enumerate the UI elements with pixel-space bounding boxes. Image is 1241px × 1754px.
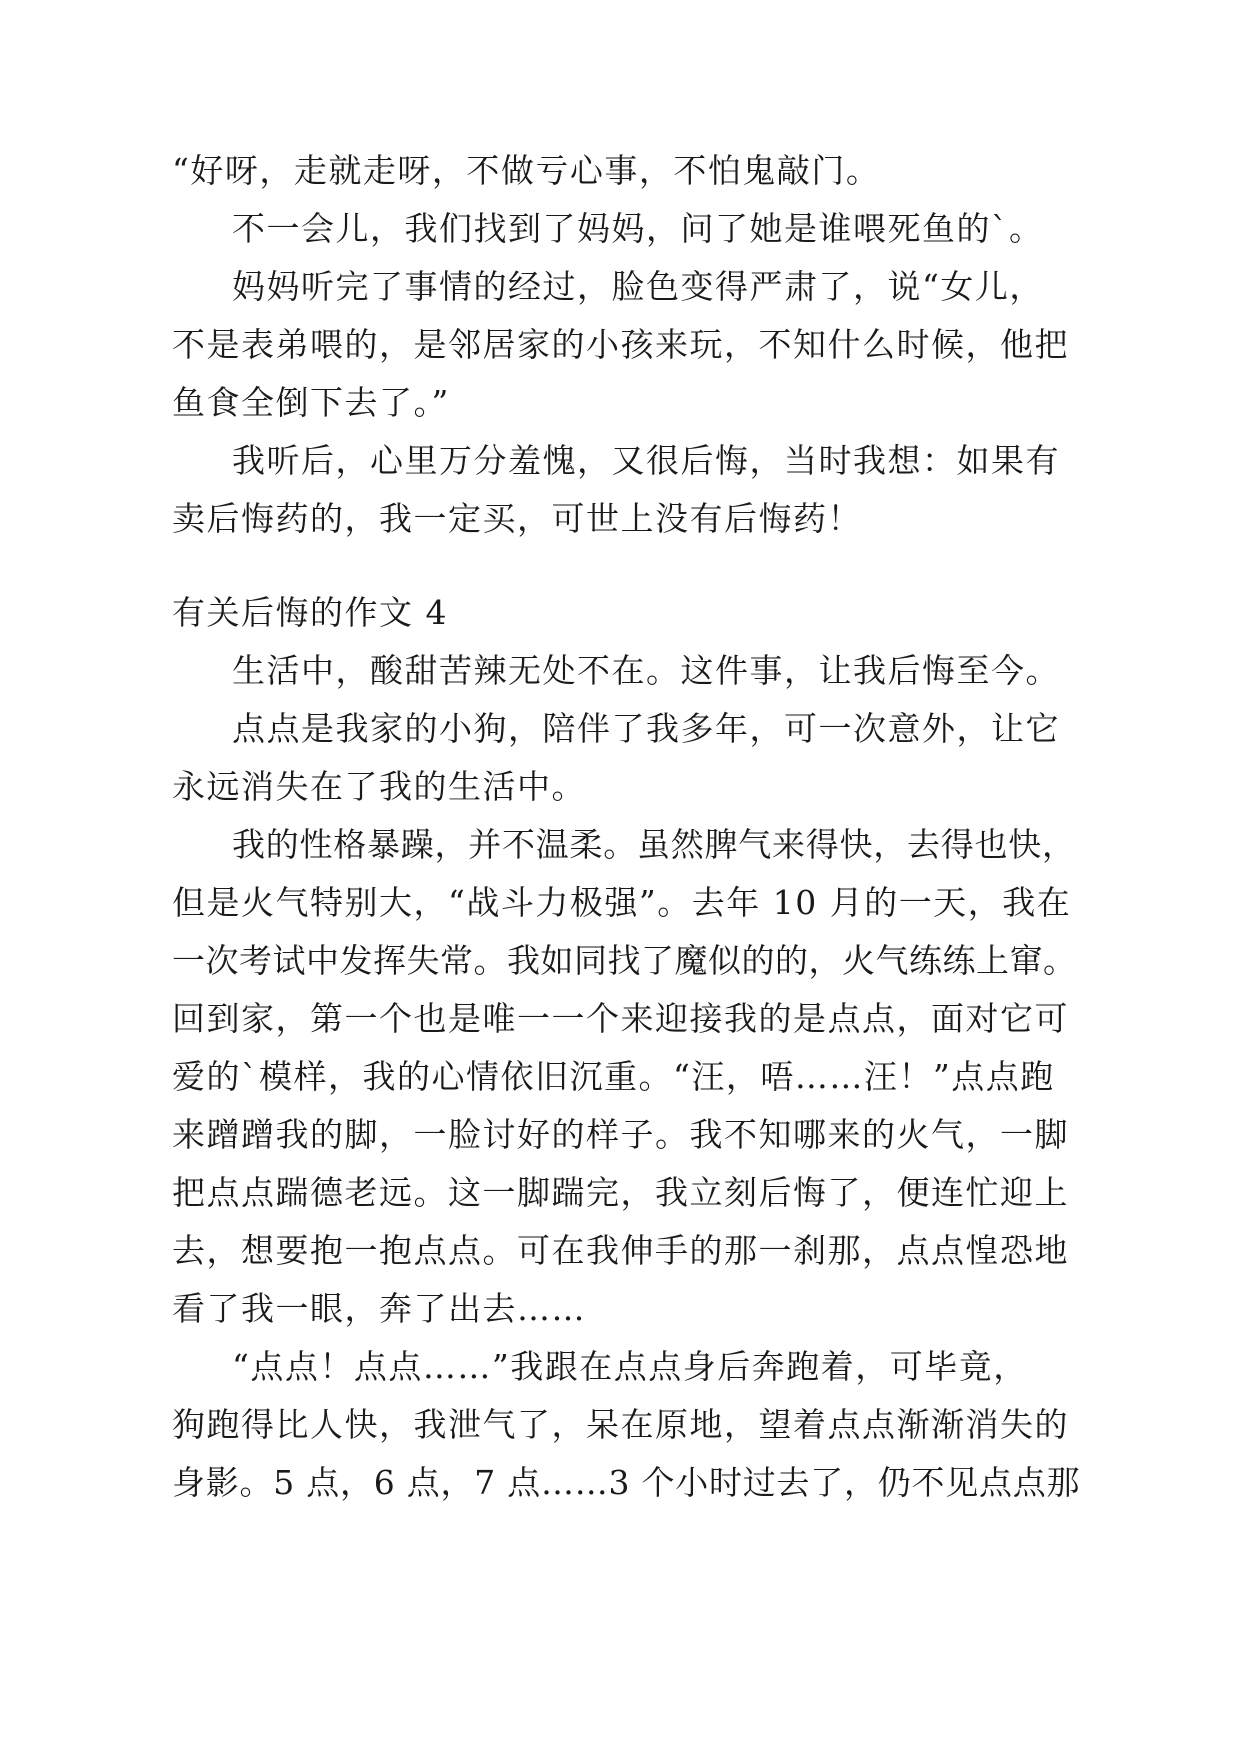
section-heading: 有关后悔的作文 4 [172,593,448,632]
text-line: 鱼食全倒下去了。” [172,383,450,422]
paragraph-first-line: 我听后，心里万分羞愧，又很后悔，当时我想：如果有 [232,441,1060,480]
text-line: 卖后悔药的，我一定买，可世上没有后悔药！ [172,499,862,538]
text-line: 不是表弟喂的，是邻居家的小孩来玩，不知什么时候，他把 [172,325,1069,364]
paragraph-first-line: 不一会儿，我们找到了妈妈，问了她是谁喂死鱼的`。 [232,209,1044,248]
paragraph-first-line: 我的性格暴躁，并不温柔。虽然脾气来得快，去得也快， [232,825,1076,864]
text-line: 身影。5 点，6 点，7 点……3 个小时过去了，仍不见点点那 [172,1463,1081,1502]
paragraph-first-line: “点点！点点……”我跟在点点身后奔跑着，可毕竟， [232,1347,1028,1386]
text-line: 来蹭蹭我的脚，一脸讨好的样子。我不知哪来的火气，一脚 [172,1115,1069,1154]
paragraph-first-line: 妈妈听完了事情的经过，脸色变得严肃了，说“女儿， [232,267,1044,306]
text-line: 但是火气特别大，“战斗力极强”。去年 10 月的一天，我在 [172,883,1072,922]
text-line: 爱的`模样，我的心情依旧沉重。“汪，唔……汪！”点点跑 [172,1057,1055,1096]
text-line: 把点点踹德老远。这一脚踹完，我立刻后悔了，便连忙迎上 [172,1173,1069,1212]
text-line: 一次考试中发挥失常。我如同找了魔似的的，火气练练上窜。 [172,941,1077,980]
paragraph-first-line: 生活中，酸甜苦辣无处不在。这件事，让我后悔至今。 [232,651,1060,690]
paragraph-first-line: 点点是我家的小狗，陪伴了我多年，可一次意外，让它 [232,709,1060,748]
text-line: 看了我一眼，奔了出去…… [172,1289,586,1328]
text-line: 去，想要抱一抱点点。可在我伸手的那一刹那，点点惶恐地 [172,1231,1069,1270]
text-line: 永远消失在了我的生活中。 [172,767,586,806]
text-line: 狗跑得比人快，我泄气了，呆在原地，望着点点渐渐消失的 [172,1405,1069,1444]
text-line: 回到家，第一个也是唯一一个来迎接我的是点点，面对它可 [172,999,1069,1038]
text-line: “好呀，走就走呀，不做亏心事，不怕鬼敲门。 [172,151,881,190]
